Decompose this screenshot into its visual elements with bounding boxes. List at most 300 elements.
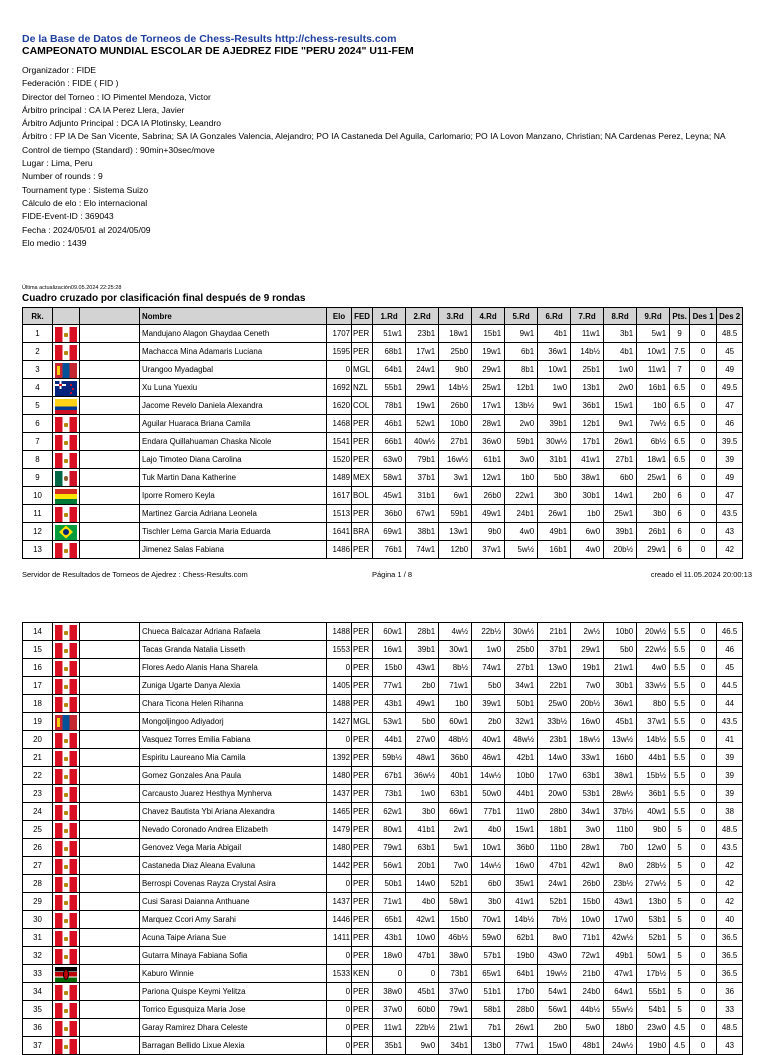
empty-cell xyxy=(80,821,140,839)
tiebreak-2-cell: 44.5 xyxy=(717,677,743,695)
round-4-cell: 2b0 xyxy=(472,713,505,731)
round-5-cell: 32w1 xyxy=(505,713,538,731)
round-2-cell: 17w1 xyxy=(406,343,439,361)
round-6-cell: 37b1 xyxy=(538,641,571,659)
tiebreak-1-cell: 0 xyxy=(690,677,717,695)
tiebreak-1-cell: 0 xyxy=(690,1001,717,1019)
tiebreak-1-cell: 0 xyxy=(690,857,717,875)
round-2-cell: 24w1 xyxy=(406,361,439,379)
player-name: Machacca Mina Adamaris Luciana xyxy=(140,343,327,361)
round-7-cell: 24b0 xyxy=(571,983,604,1001)
info-line: Number of rounds : 9 xyxy=(22,171,103,182)
round-6-cell: 13w0 xyxy=(538,659,571,677)
flag-cell xyxy=(53,965,80,983)
rank-cell: 15 xyxy=(23,641,53,659)
player-name: Zuniga Ugarte Danya Alexia xyxy=(140,677,327,695)
round-7-cell: 63b1 xyxy=(571,767,604,785)
flag-icon-per xyxy=(55,913,77,928)
round-5-cell: 22w1 xyxy=(505,487,538,505)
round-9-cell: 3b0 xyxy=(637,505,670,523)
flag-icon-per xyxy=(55,507,77,522)
flag-icon-bol xyxy=(55,489,77,504)
source-link[interactable]: De la Base de Datos de Torneos de Chess-Results http://chess-results.com xyxy=(22,33,397,45)
federation-cell: PER xyxy=(352,911,373,929)
tiebreak-1-cell: 0 xyxy=(690,749,717,767)
round-7-cell: 7w0 xyxy=(571,677,604,695)
federation-cell: PER xyxy=(352,1001,373,1019)
round-3-cell: 79w1 xyxy=(439,1001,472,1019)
round-1-cell: 77w1 xyxy=(373,677,406,695)
tiebreak-2-cell: 36.5 xyxy=(717,929,743,947)
tiebreak-2-cell: 39 xyxy=(717,451,743,469)
empty-cell xyxy=(80,767,140,785)
player-name: Lajo Timoteo Diana Carolina xyxy=(140,451,327,469)
round-8-cell: 2w0 xyxy=(604,379,637,397)
round-3-cell: 5w1 xyxy=(439,839,472,857)
player-name: Mandujano Alagon Ghaydaa Ceneth xyxy=(140,325,327,343)
round-6-cell: 17w0 xyxy=(538,767,571,785)
round-6-cell: 19w½ xyxy=(538,965,571,983)
round-8-cell: 39b1 xyxy=(604,523,637,541)
flag-icon-per xyxy=(55,417,77,432)
empty-cell xyxy=(80,1001,140,1019)
federation-cell: PER xyxy=(352,451,373,469)
elo-cell: 1489 xyxy=(327,469,352,487)
tiebreak-1-cell: 0 xyxy=(690,821,717,839)
round-6-cell: 22b1 xyxy=(538,677,571,695)
flag-cell xyxy=(53,785,80,803)
tiebreak-2-cell: 36.5 xyxy=(717,965,743,983)
table-row xyxy=(23,361,743,379)
federation-cell: PER xyxy=(352,785,373,803)
round-7-cell: 41w1 xyxy=(571,451,604,469)
table-row xyxy=(23,325,743,343)
round-7-cell: 5w0 xyxy=(571,1019,604,1037)
round-5-cell: 48w½ xyxy=(505,731,538,749)
round-1-cell: 35b1 xyxy=(373,1037,406,1055)
info-line: FIDE-Event-ID : 369043 xyxy=(22,211,114,222)
tiebreak-2-cell: 45 xyxy=(717,659,743,677)
table-row xyxy=(23,839,743,857)
points-cell: 6.5 xyxy=(670,397,690,415)
round-6-cell: 49b1 xyxy=(538,523,571,541)
empty-cell xyxy=(80,875,140,893)
round-8-cell: 30b1 xyxy=(604,677,637,695)
points-cell: 5 xyxy=(670,821,690,839)
round-3-cell: 63b1 xyxy=(439,785,472,803)
round-1-cell: 67b1 xyxy=(373,767,406,785)
flag-icon-per xyxy=(55,877,77,892)
elo-cell: 1533 xyxy=(327,965,352,983)
round-1-cell: 64b1 xyxy=(373,361,406,379)
round-7-cell: 6w0 xyxy=(571,523,604,541)
rank-cell: 12 xyxy=(23,523,53,541)
rank-cell: 4 xyxy=(23,379,53,397)
points-cell: 5.5 xyxy=(670,731,690,749)
round-8-cell: 47w1 xyxy=(604,965,637,983)
round-6-cell: 7b½ xyxy=(538,911,571,929)
round-5-cell: 3w0 xyxy=(505,451,538,469)
column-header: FED xyxy=(352,308,373,325)
points-cell: 6 xyxy=(670,541,690,559)
rank-cell: 19 xyxy=(23,713,53,731)
flag-cell xyxy=(53,1037,80,1055)
rank-cell: 32 xyxy=(23,947,53,965)
round-9-cell: 53b1 xyxy=(637,911,670,929)
round-5-cell: 15w1 xyxy=(505,821,538,839)
round-3-cell: 3w1 xyxy=(439,469,472,487)
round-8-cell: 26w1 xyxy=(604,433,637,451)
round-3-cell: 58w1 xyxy=(439,893,472,911)
tiebreak-2-cell: 42 xyxy=(717,541,743,559)
tiebreak-2-cell: 49 xyxy=(717,361,743,379)
tiebreak-1-cell: 0 xyxy=(690,965,717,983)
elo-cell: 1446 xyxy=(327,911,352,929)
column-header: Pts. xyxy=(670,308,690,325)
flag-icon-mgl xyxy=(55,363,77,378)
round-3-cell: 9b0 xyxy=(439,361,472,379)
round-8-cell: 14w1 xyxy=(604,487,637,505)
rank-cell: 33 xyxy=(23,965,53,983)
flag-cell xyxy=(53,677,80,695)
elo-cell: 1553 xyxy=(327,641,352,659)
round-4-cell: 49w1 xyxy=(472,505,505,523)
tiebreak-1-cell: 0 xyxy=(690,523,717,541)
round-1-cell: 68b1 xyxy=(373,343,406,361)
points-cell: 5.5 xyxy=(670,803,690,821)
empty-cell xyxy=(80,839,140,857)
flag-cell xyxy=(53,469,80,487)
points-cell: 5 xyxy=(670,857,690,875)
round-1-cell: 43b1 xyxy=(373,695,406,713)
federation-cell: PER xyxy=(352,343,373,361)
column-header: Elo xyxy=(327,308,352,325)
round-2-cell: 31b1 xyxy=(406,487,439,505)
points-cell: 5 xyxy=(670,947,690,965)
tiebreak-1-cell: 0 xyxy=(690,451,717,469)
round-7-cell: 21b0 xyxy=(571,965,604,983)
round-8-cell: 5b0 xyxy=(604,641,637,659)
player-name: Cusi Sarasi Daianna Anthuane xyxy=(140,893,327,911)
round-7-cell: 2w½ xyxy=(571,623,604,641)
flag-icon-per xyxy=(55,787,77,802)
flag-icon-per xyxy=(55,949,77,964)
player-name: Jacome Revelo Daniela Alexandra xyxy=(140,397,327,415)
round-2-cell: 42w1 xyxy=(406,911,439,929)
round-3-cell: 6w1 xyxy=(439,487,472,505)
rank-cell: 25 xyxy=(23,821,53,839)
rank-cell: 23 xyxy=(23,785,53,803)
table-row xyxy=(23,505,743,523)
elo-cell: 1405 xyxy=(327,677,352,695)
crosstable-page-2 xyxy=(22,622,743,1055)
round-3-cell: 12b0 xyxy=(439,541,472,559)
round-2-cell: 0 xyxy=(406,965,439,983)
rank-cell: 31 xyxy=(23,929,53,947)
points-cell: 5.5 xyxy=(670,695,690,713)
round-9-cell: 44b1 xyxy=(637,749,670,767)
round-6-cell: 4b1 xyxy=(538,325,571,343)
round-6-cell: 30w½ xyxy=(538,433,571,451)
tiebreak-1-cell: 0 xyxy=(690,541,717,559)
round-8-cell: 18b0 xyxy=(604,1019,637,1037)
round-5-cell: 8b1 xyxy=(505,361,538,379)
round-6-cell: 8w0 xyxy=(538,929,571,947)
rank-cell: 21 xyxy=(23,749,53,767)
round-5-cell: 41w1 xyxy=(505,893,538,911)
round-1-cell: 80w1 xyxy=(373,821,406,839)
info-line: Árbitro principal : CA IA Perez Llera, Javier xyxy=(22,104,185,115)
round-6-cell: 11b0 xyxy=(538,839,571,857)
info-line: Control de tiempo (Standard) : 90min+30sec/move xyxy=(22,144,215,155)
round-6-cell: 23b1 xyxy=(538,731,571,749)
round-9-cell: 50w1 xyxy=(637,947,670,965)
player-name: Flores Aedo Alanis Hana Sharela xyxy=(140,659,327,677)
round-3-cell: 59b1 xyxy=(439,505,472,523)
rank-cell: 35 xyxy=(23,1001,53,1019)
flag-cell xyxy=(53,929,80,947)
round-5-cell: 27b1 xyxy=(505,659,538,677)
round-3-cell: 16w½ xyxy=(439,451,472,469)
info-line: Federación : FIDE ( FID ) xyxy=(22,78,119,89)
round-4-cell: 40w1 xyxy=(472,731,505,749)
round-2-cell: 60b0 xyxy=(406,1001,439,1019)
round-1-cell: 79w1 xyxy=(373,839,406,857)
round-7-cell: 11w1 xyxy=(571,325,604,343)
federation-cell: PER xyxy=(352,695,373,713)
elo-cell: 1707 xyxy=(327,325,352,343)
round-5-cell: 11w0 xyxy=(505,803,538,821)
flag-icon-mgl xyxy=(55,715,77,730)
empty-cell xyxy=(80,911,140,929)
flag-cell xyxy=(53,983,80,1001)
round-1-cell: 53w1 xyxy=(373,713,406,731)
round-7-cell: 72w1 xyxy=(571,947,604,965)
federation-cell: PER xyxy=(352,983,373,1001)
table-row xyxy=(23,623,743,641)
column-header: Nombre xyxy=(140,308,327,325)
flag-icon-per xyxy=(55,823,77,838)
federation-cell: PER xyxy=(352,767,373,785)
round-5-cell: 16w0 xyxy=(505,857,538,875)
empty-cell xyxy=(80,785,140,803)
rank-cell: 13 xyxy=(23,541,53,559)
flag-icon-per xyxy=(55,733,77,748)
player-name: Espiritu Laureano Mia Camila xyxy=(140,749,327,767)
flag-icon-mex xyxy=(55,471,77,486)
elo-cell: 1641 xyxy=(327,523,352,541)
round-7-cell: 44b½ xyxy=(571,1001,604,1019)
flag-icon-per xyxy=(55,1021,77,1036)
round-9-cell: 6b½ xyxy=(637,433,670,451)
round-7-cell: 19b1 xyxy=(571,659,604,677)
federation-cell: NZL xyxy=(352,379,373,397)
table-row xyxy=(23,1001,743,1019)
round-5-cell: 30w½ xyxy=(505,623,538,641)
points-cell: 9 xyxy=(670,325,690,343)
tiebreak-2-cell: 42 xyxy=(717,857,743,875)
flag-icon-per xyxy=(55,543,77,558)
round-7-cell: 28w1 xyxy=(571,839,604,857)
tiebreak-1-cell: 0 xyxy=(690,695,717,713)
player-name: Urangoo Myadagbal xyxy=(140,361,327,379)
round-5-cell: 13b½ xyxy=(505,397,538,415)
round-9-cell: 16b1 xyxy=(637,379,670,397)
table-row xyxy=(23,451,743,469)
round-2-cell: 2b0 xyxy=(406,677,439,695)
flag-icon-per xyxy=(55,345,77,360)
round-8-cell: 42w½ xyxy=(604,929,637,947)
round-6-cell: 21b1 xyxy=(538,623,571,641)
rank-cell: 14 xyxy=(23,623,53,641)
info-line: Director del Torneo : IO Pimentel Mendoza, Victor xyxy=(22,91,211,102)
flag-cell xyxy=(53,397,80,415)
federation-cell: KEN xyxy=(352,965,373,983)
round-7-cell: 12b1 xyxy=(571,415,604,433)
round-5-cell: 34w1 xyxy=(505,677,538,695)
round-9-cell: 11w1 xyxy=(637,361,670,379)
player-name: Castaneda Diaz Aleana Evaluna xyxy=(140,857,327,875)
flag-cell xyxy=(53,361,80,379)
round-4-cell: 22b½ xyxy=(472,623,505,641)
points-cell: 5 xyxy=(670,929,690,947)
rank-cell: 8 xyxy=(23,451,53,469)
elo-cell: 1442 xyxy=(327,857,352,875)
elo-cell: 1437 xyxy=(327,785,352,803)
points-cell: 6 xyxy=(670,487,690,505)
federation-cell: PER xyxy=(352,947,373,965)
tiebreak-2-cell: 42 xyxy=(717,875,743,893)
tiebreak-2-cell: 39.5 xyxy=(717,433,743,451)
round-8-cell: 43w1 xyxy=(604,893,637,911)
round-6-cell: 20w0 xyxy=(538,785,571,803)
points-cell: 7 xyxy=(670,361,690,379)
round-5-cell: 6b1 xyxy=(505,343,538,361)
empty-cell xyxy=(80,415,140,433)
round-7-cell: 4w0 xyxy=(571,541,604,559)
table-row xyxy=(23,713,743,731)
round-7-cell: 71b1 xyxy=(571,929,604,947)
round-7-cell: 29w1 xyxy=(571,641,604,659)
rank-cell: 24 xyxy=(23,803,53,821)
federation-cell: PER xyxy=(352,433,373,451)
round-6-cell: 31b1 xyxy=(538,451,571,469)
flag-cell xyxy=(53,947,80,965)
tiebreak-2-cell: 36.5 xyxy=(717,947,743,965)
round-9-cell: 4w0 xyxy=(637,659,670,677)
flag-cell xyxy=(53,875,80,893)
federation-cell: BOL xyxy=(352,487,373,505)
points-cell: 6.5 xyxy=(670,433,690,451)
round-1-cell: 69w1 xyxy=(373,523,406,541)
table-row xyxy=(23,947,743,965)
points-cell: 6 xyxy=(670,505,690,523)
round-2-cell: 14w0 xyxy=(406,875,439,893)
round-7-cell: 3w0 xyxy=(571,821,604,839)
flag-icon-per xyxy=(55,625,77,640)
round-8-cell: 10b0 xyxy=(604,623,637,641)
round-2-cell: 47b1 xyxy=(406,947,439,965)
player-name: Gutarra Minaya Fabiana Sofia xyxy=(140,947,327,965)
round-6-cell: 52b1 xyxy=(538,893,571,911)
tournament-info xyxy=(22,64,726,250)
column-header xyxy=(53,308,80,325)
flag-cell xyxy=(53,641,80,659)
points-cell: 5 xyxy=(670,965,690,983)
round-8-cell: 37b½ xyxy=(604,803,637,821)
round-2-cell: 41b1 xyxy=(406,821,439,839)
round-1-cell: 55b1 xyxy=(373,379,406,397)
round-5-cell: 28b0 xyxy=(505,1001,538,1019)
round-2-cell: 43w1 xyxy=(406,659,439,677)
rank-cell: 28 xyxy=(23,875,53,893)
column-header: 8.Rd xyxy=(604,308,637,325)
round-6-cell: 43w0 xyxy=(538,947,571,965)
round-8-cell: 27b1 xyxy=(604,451,637,469)
flag-icon-bra xyxy=(55,525,77,540)
empty-cell xyxy=(80,659,140,677)
round-8-cell: 3b1 xyxy=(604,325,637,343)
federation-cell: PER xyxy=(352,659,373,677)
rank-cell: 17 xyxy=(23,677,53,695)
round-6-cell: 33b½ xyxy=(538,713,571,731)
round-9-cell: 25w1 xyxy=(637,469,670,487)
tiebreak-2-cell: 33 xyxy=(717,1001,743,1019)
table-row xyxy=(23,821,743,839)
empty-cell xyxy=(80,893,140,911)
round-4-cell: 14w½ xyxy=(472,767,505,785)
empty-cell xyxy=(80,451,140,469)
round-3-cell: 18w1 xyxy=(439,325,472,343)
round-2-cell: 79b1 xyxy=(406,451,439,469)
tiebreak-1-cell: 0 xyxy=(690,929,717,947)
round-2-cell: 19w1 xyxy=(406,397,439,415)
column-header: Des 1 xyxy=(690,308,717,325)
tiebreak-1-cell: 0 xyxy=(690,767,717,785)
round-7-cell: 34w1 xyxy=(571,803,604,821)
round-1-cell: 60w1 xyxy=(373,623,406,641)
tiebreak-2-cell: 49.5 xyxy=(717,379,743,397)
round-3-cell: 10b0 xyxy=(439,415,472,433)
tiebreak-2-cell: 40 xyxy=(717,911,743,929)
tiebreak-1-cell: 0 xyxy=(690,911,717,929)
flag-icon-per xyxy=(55,751,77,766)
elo-cell: 1437 xyxy=(327,893,352,911)
empty-cell xyxy=(80,731,140,749)
round-9-cell: 10w1 xyxy=(637,343,670,361)
rank-cell: 11 xyxy=(23,505,53,523)
player-name: Pariona Quispe Keymi Yelitza xyxy=(140,983,327,1001)
round-2-cell: 39b1 xyxy=(406,641,439,659)
empty-cell xyxy=(80,713,140,731)
flag-icon-per xyxy=(55,1039,77,1054)
flag-cell xyxy=(53,857,80,875)
footer-created: creado el 11.05.2024 20:00:13 xyxy=(650,570,752,579)
tiebreak-2-cell: 42 xyxy=(717,893,743,911)
tiebreak-1-cell: 0 xyxy=(690,983,717,1001)
flag-icon-per xyxy=(55,841,77,856)
round-5-cell: 26w1 xyxy=(505,1019,538,1037)
round-9-cell: 36b1 xyxy=(637,785,670,803)
tiebreak-2-cell: 43.5 xyxy=(717,505,743,523)
round-5-cell: 50b1 xyxy=(505,695,538,713)
round-5-cell: 42b1 xyxy=(505,749,538,767)
round-9-cell: 12w0 xyxy=(637,839,670,857)
rank-cell: 7 xyxy=(23,433,53,451)
round-2-cell: 40w½ xyxy=(406,433,439,451)
round-3-cell: 4w½ xyxy=(439,623,472,641)
round-8-cell: 55w½ xyxy=(604,1001,637,1019)
